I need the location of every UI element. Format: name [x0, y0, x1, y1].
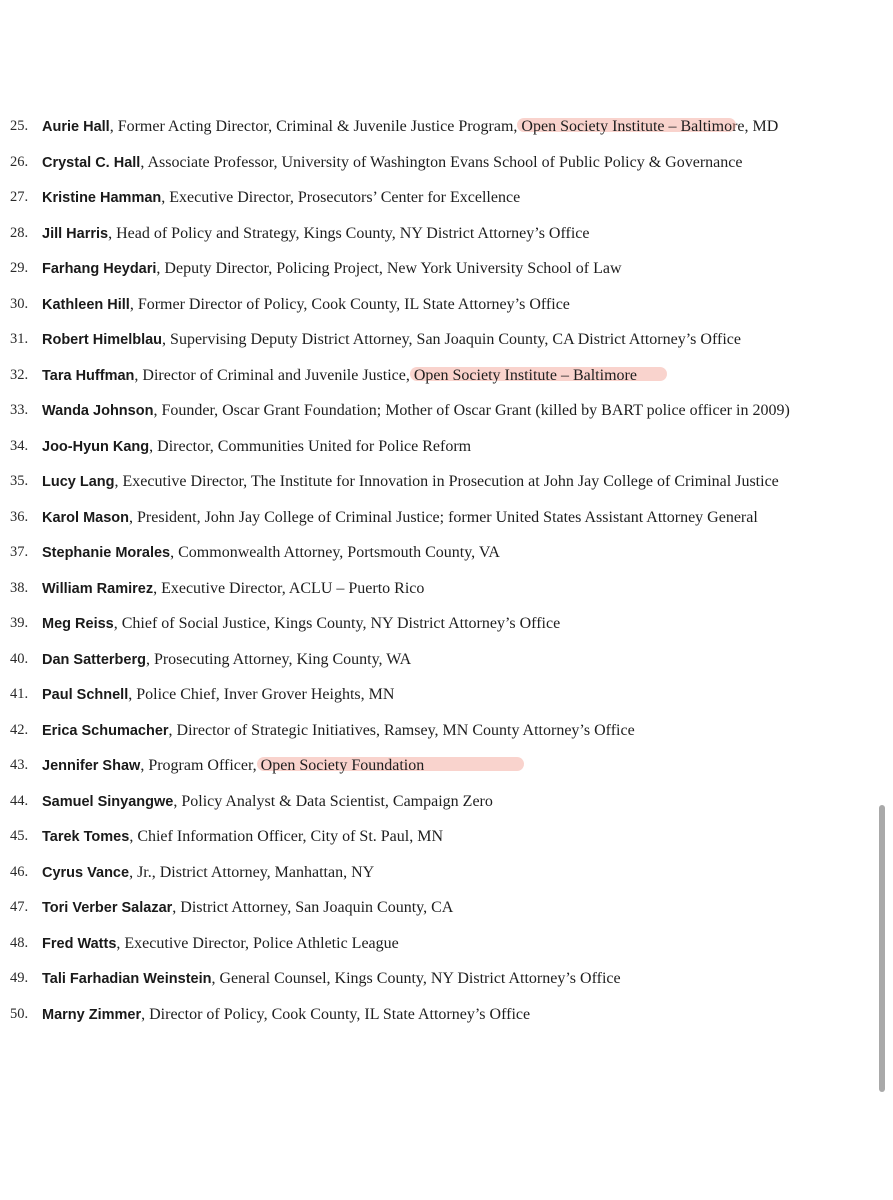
person-role: , Supervising Deputy District Attorney, San Joaquin County, CA District Attorney’s Office [162, 331, 741, 348]
list-item [0, 890, 893, 926]
person-name: William Ramirez [42, 580, 154, 597]
item-content [42, 571, 424, 608]
highlighted-organization: Open Society Foundation [260, 757, 425, 774]
item-content [42, 677, 394, 714]
list-item [0, 180, 893, 216]
person-name: Wanda Johnson [42, 403, 154, 419]
person-role: , Former Director of Policy, Cook County, IL State Attorney’s Office [129, 295, 570, 313]
list-item [0, 748, 893, 784]
list-item [0, 606, 893, 642]
person-role: , Director, Communities United for Police Reform [149, 437, 472, 455]
person-name: Robert Himelblau [42, 332, 163, 348]
item-number: 27. [10, 189, 29, 205]
list-item [0, 997, 893, 1033]
item-number: 32. [10, 366, 29, 383]
person-role: , Associate Professor, University of Washington Evans School of Public Policy & Governance [140, 153, 743, 171]
item-content [42, 642, 411, 679]
item-number: 28. [10, 224, 29, 241]
list-item [0, 322, 893, 358]
item-number: 47. [10, 899, 29, 915]
person-name: Karol Mason [42, 509, 130, 526]
item-content [42, 429, 471, 466]
item-number: 44. [10, 792, 29, 809]
list-item [0, 961, 893, 997]
list-item [0, 819, 893, 855]
item-number: 43. [10, 757, 29, 773]
item-content [42, 145, 742, 182]
person-name: Tori Verber Salazar [42, 900, 173, 916]
item-content [42, 180, 520, 217]
person-name: Dan Satterberg [42, 651, 146, 668]
item-number: 30. [10, 295, 29, 312]
list-item [0, 429, 893, 465]
person-name: Samuel Sinyangwe [42, 793, 174, 810]
person-role: , Executive Director, ACLU – Puerto Rico [153, 579, 425, 597]
person-name: Aurie Hall [42, 119, 110, 135]
item-number: 34. [10, 437, 29, 454]
list-item [0, 926, 893, 962]
item-content [42, 606, 560, 643]
person-role: , Police Chief, Inver Grover Heights, MN [128, 686, 395, 703]
item-number: 50. [10, 1005, 29, 1022]
item-content [42, 961, 621, 998]
list-item [0, 855, 893, 891]
scrollbar[interactable] [879, 805, 885, 1092]
person-name: Tara Huffman [42, 367, 135, 384]
person-role: , Prosecuting Attorney, King County, WA [145, 650, 412, 668]
person-role: , Executive Director, Prosecutors’ Center for Excellence [161, 189, 521, 206]
item-content [42, 287, 570, 324]
person-role: , Director of Strategic Initiatives, Ramsey, MN County Attorney’s Office [168, 721, 635, 739]
item-number: 45. [10, 828, 29, 844]
item-number: 29. [10, 260, 29, 276]
person-role: , Executive Director, Police Athletic League [116, 934, 399, 952]
list-item [0, 216, 893, 252]
item-number: 46. [10, 863, 29, 880]
item-number: 41. [10, 686, 29, 702]
item-content [42, 784, 493, 821]
person-role: , Director of Criminal and Juvenile Justice, [134, 366, 414, 384]
item-content [42, 535, 500, 572]
person-role: , General Counsel, Kings County, NY District Attorney’s Office [211, 970, 621, 987]
item-content [42, 890, 453, 927]
item-content [42, 500, 758, 537]
person-name: Cyrus Vance [42, 864, 130, 881]
item-number: 37. [10, 544, 29, 560]
person-role: , Commonwealth Attorney, Portsmouth County, VA [170, 544, 500, 561]
person-role: , Jr., District Attorney, Manhattan, NY [129, 863, 375, 881]
person-name: Farhang Heydari [42, 261, 157, 277]
person-name: Crystal C. Hall [42, 154, 141, 171]
person-name: Fred Watts [42, 935, 117, 952]
person-role: , District Attorney, San Joaquin County, CA [172, 899, 454, 916]
person-role: , Executive Director, The Institute for Innovation in Prosecution at John Jay College of Criminal Justice [114, 473, 779, 490]
list-item [0, 358, 893, 394]
item-content [42, 464, 779, 501]
person-role: , Policy Analyst & Data Scientist, Campaign Zero [173, 792, 493, 810]
list-item [0, 784, 893, 820]
person-name: Jennifer Shaw [42, 758, 141, 774]
item-content [42, 216, 590, 253]
item-content [42, 926, 399, 963]
list-item [0, 642, 893, 678]
item-number: 39. [10, 615, 29, 631]
person-role: , Program Officer, [140, 757, 261, 774]
item-content [42, 819, 443, 856]
item-number: 33. [10, 402, 29, 418]
person-name: Meg Reiss [42, 616, 114, 632]
person-name: Tali Farhadian Weinstein [42, 971, 212, 987]
person-role: , Chief Information Officer, City of St. Paul, MN [129, 828, 443, 845]
list-item [0, 287, 893, 323]
item-number: 48. [10, 934, 29, 951]
item-content [42, 855, 374, 892]
item-number: 49. [10, 970, 29, 986]
item-number: 40. [10, 650, 29, 667]
person-name: Jill Harris [42, 225, 109, 242]
person-name: Paul Schnell [42, 687, 129, 703]
item-content [42, 393, 790, 430]
list-item [0, 535, 893, 571]
person-name: Lucy Lang [42, 474, 115, 490]
person-name: Erica Schumacher [42, 722, 169, 739]
item-number: 38. [10, 579, 29, 596]
list-item [0, 713, 893, 749]
item-content [42, 322, 741, 359]
person-role: , Chief of Social Justice, Kings County, NY District Attorney’s Office [113, 615, 561, 632]
person-name: Kristine Hamman [42, 190, 162, 206]
item-number: 25. [10, 118, 29, 134]
person-role: , Deputy Director, Policing Project, New York University School of Law [156, 260, 622, 277]
list-item [0, 677, 893, 713]
item-content [42, 109, 778, 146]
item-content [42, 251, 622, 288]
item-content [42, 748, 424, 785]
list-item [0, 500, 893, 536]
list-item [0, 251, 893, 287]
item-number: 36. [10, 508, 29, 525]
list-item [0, 571, 893, 607]
item-number: 26. [10, 153, 29, 170]
item-number: 42. [10, 721, 29, 738]
list-item [0, 393, 893, 429]
person-role: , Head of Policy and Strategy, Kings County, NY District Attorney’s Office [108, 224, 590, 242]
item-number: 35. [10, 473, 29, 489]
participant-list [0, 109, 893, 1032]
person-name: Joo-Hyun Kang [42, 438, 150, 455]
person-name: Stephanie Morales [42, 545, 171, 561]
list-item [0, 109, 893, 145]
item-content [42, 997, 530, 1034]
list-item [0, 145, 893, 181]
person-name: Tarek Tomes [42, 829, 130, 845]
person-role: , Founder, Oscar Grant Foundation; Mother of Oscar Grant (killed by BART police officer in 2009) [153, 402, 790, 419]
role-suffix: re, MD [732, 118, 779, 135]
highlighted-organization: Open Society Institute – Baltimore [413, 366, 637, 384]
person-role: , President, John Jay College of Criminal Justice; former United States Assistant Attorney General [129, 508, 758, 526]
person-role: , Former Acting Director, Criminal & Juvenile Justice Program, [109, 118, 522, 135]
item-content [42, 358, 637, 395]
person-name: Marny Zimmer [42, 1006, 142, 1023]
person-role: , Director of Policy, Cook County, IL State Attorney’s Office [141, 1005, 531, 1023]
item-content [42, 713, 635, 750]
person-name: Kathleen Hill [42, 296, 130, 313]
item-number: 31. [10, 331, 29, 347]
highlighted-organization: Open Society Institute – Baltimo [521, 118, 733, 135]
list-item [0, 464, 893, 500]
